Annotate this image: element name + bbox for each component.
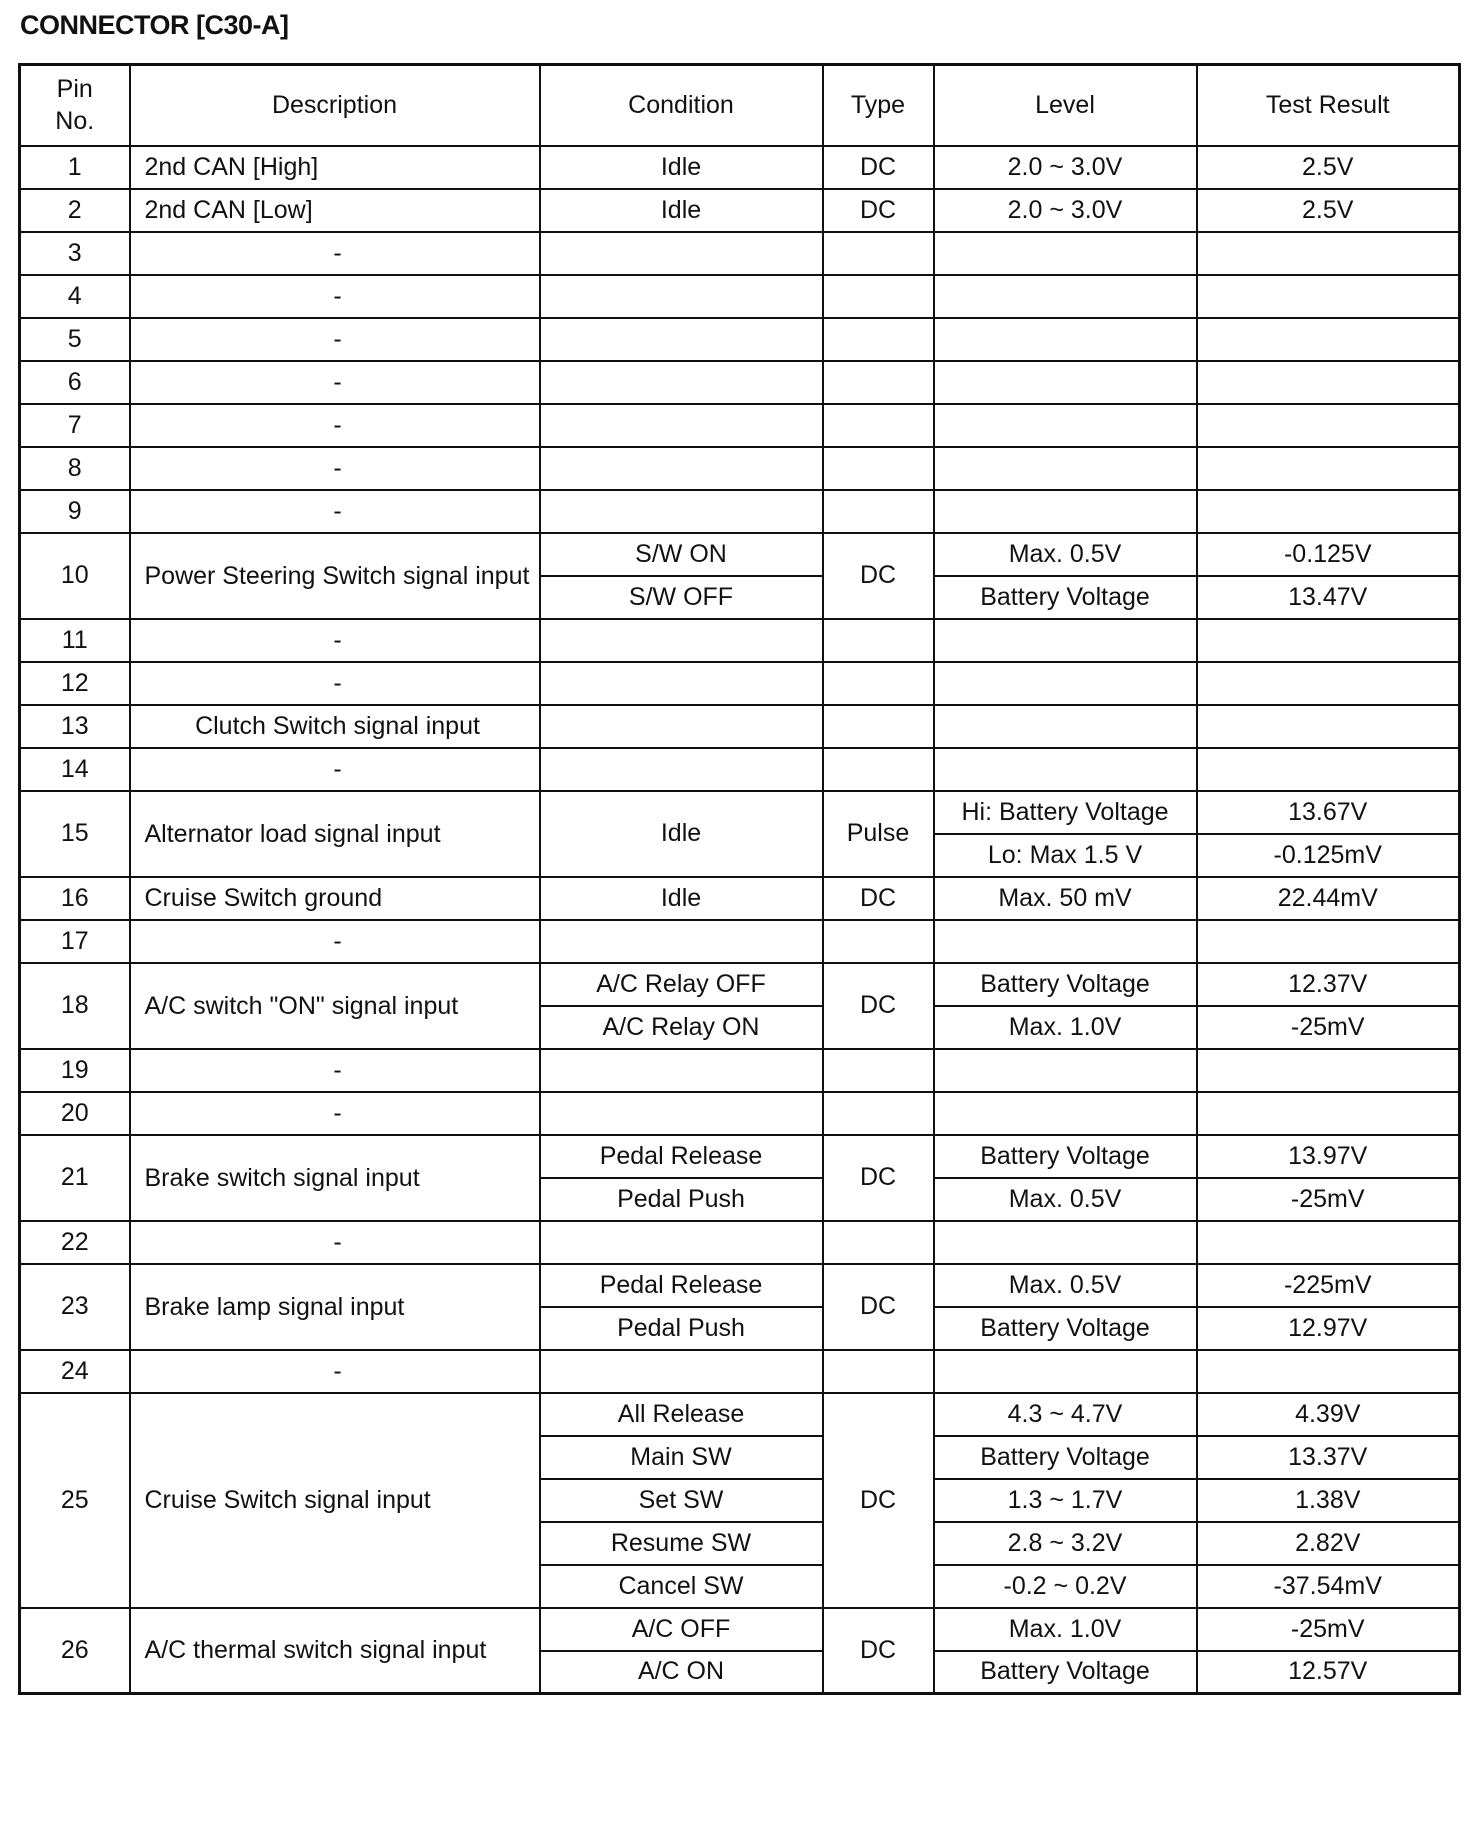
table-row xyxy=(20,1221,1460,1264)
condition-cell: Idle xyxy=(540,791,823,877)
signal-type: Pulse xyxy=(823,791,934,877)
test-result-cell: -0.125mV xyxy=(1197,834,1460,877)
pin-number: 10 xyxy=(20,533,130,619)
table-row xyxy=(20,275,1460,318)
test-result-cell: 13.67V xyxy=(1197,791,1460,834)
pin-description: - xyxy=(130,748,540,791)
pin-description: - xyxy=(130,404,540,447)
level-cell xyxy=(934,619,1197,662)
pin-description: - xyxy=(130,1092,540,1135)
condition-cell xyxy=(540,662,823,705)
test-result-cell xyxy=(1197,490,1460,533)
header-condition: Condition xyxy=(540,65,823,146)
pin-description: A/C switch "ON" signal input xyxy=(130,963,540,1049)
pin-description: - xyxy=(130,318,540,361)
pin-description: - xyxy=(130,1049,540,1092)
condition-cell xyxy=(540,490,823,533)
pin-description: - xyxy=(130,232,540,275)
page-title: CONNECTOR [C30-A] xyxy=(20,10,289,40)
connector-pin-table xyxy=(18,63,1461,1695)
table-row xyxy=(20,1135,1460,1178)
pin-number: 17 xyxy=(20,920,130,963)
test-result-cell xyxy=(1197,662,1460,705)
table-row xyxy=(20,318,1460,361)
level-cell xyxy=(934,232,1197,275)
test-result-cell: -37.54mV xyxy=(1197,1565,1460,1608)
pin-number: 19 xyxy=(20,1049,130,1092)
header-pin xyxy=(20,65,130,146)
test-result-cell xyxy=(1197,447,1460,490)
pin-description: 2nd CAN [Low] xyxy=(130,189,540,232)
test-result-cell: 4.39V xyxy=(1197,1393,1460,1436)
level-cell xyxy=(934,748,1197,791)
header-level: Level xyxy=(934,65,1197,146)
test-result-cell: -25mV xyxy=(1197,1006,1460,1049)
condition-cell: S/W OFF xyxy=(540,576,823,619)
level-cell: Hi: Battery Voltage xyxy=(934,791,1197,834)
condition-cell: Pedal Push xyxy=(540,1178,823,1221)
condition-cell xyxy=(540,619,823,662)
pin-description: 2nd CAN [High] xyxy=(130,146,540,189)
pin-number: 1 xyxy=(20,146,130,189)
pin-description: - xyxy=(130,490,540,533)
level-cell xyxy=(934,361,1197,404)
signal-type: DC xyxy=(823,1393,934,1608)
pin-description: Clutch Switch signal input xyxy=(130,705,540,748)
level-cell: 4.3 ~ 4.7V xyxy=(934,1393,1197,1436)
signal-type: DC xyxy=(823,1608,934,1694)
test-result-cell: -25mV xyxy=(1197,1608,1460,1651)
condition-cell: All Release xyxy=(540,1393,823,1436)
pin-description: Alternator load signal input xyxy=(130,791,540,877)
test-result-cell xyxy=(1197,1350,1460,1393)
table-body xyxy=(20,146,1460,1694)
test-result-cell xyxy=(1197,232,1460,275)
signal-type xyxy=(823,1092,934,1135)
level-cell: 1.3 ~ 1.7V xyxy=(934,1479,1197,1522)
table-row xyxy=(20,1049,1460,1092)
table-row xyxy=(20,920,1460,963)
signal-type xyxy=(823,748,934,791)
test-result-cell xyxy=(1197,748,1460,791)
test-result-cell xyxy=(1197,404,1460,447)
signal-type xyxy=(823,920,934,963)
pin-number: 5 xyxy=(20,318,130,361)
condition-cell xyxy=(540,447,823,490)
table-row xyxy=(20,1264,1460,1307)
test-result-cell: 2.5V xyxy=(1197,189,1460,232)
pin-number: 11 xyxy=(20,619,130,662)
table-row xyxy=(20,1608,1460,1651)
table-row xyxy=(20,490,1460,533)
condition-cell xyxy=(540,404,823,447)
level-cell xyxy=(934,705,1197,748)
condition-cell xyxy=(540,920,823,963)
pin-description: - xyxy=(130,662,540,705)
test-result-cell xyxy=(1197,1221,1460,1264)
signal-type xyxy=(823,1350,934,1393)
condition-cell xyxy=(540,1049,823,1092)
pin-description: - xyxy=(130,361,540,404)
condition-cell: A/C OFF xyxy=(540,1608,823,1651)
condition-cell xyxy=(540,1221,823,1264)
pin-number: 22 xyxy=(20,1221,130,1264)
condition-cell: Set SW xyxy=(540,1479,823,1522)
level-cell: Battery Voltage xyxy=(934,1307,1197,1350)
condition-cell: Idle xyxy=(540,877,823,920)
header-type: Type xyxy=(823,65,934,146)
level-cell xyxy=(934,1049,1197,1092)
signal-type: DC xyxy=(823,963,934,1049)
pin-number: 16 xyxy=(20,877,130,920)
pin-description: Brake switch signal input xyxy=(130,1135,540,1221)
table-row xyxy=(20,1393,1460,1436)
test-result-cell: 1.38V xyxy=(1197,1479,1460,1522)
pin-number: 24 xyxy=(20,1350,130,1393)
table-row xyxy=(20,189,1460,232)
condition-cell xyxy=(540,361,823,404)
condition-cell xyxy=(540,318,823,361)
signal-type xyxy=(823,404,934,447)
condition-cell: S/W ON xyxy=(540,533,823,576)
table-row xyxy=(20,1092,1460,1135)
level-cell xyxy=(934,275,1197,318)
pin-description: Cruise Switch ground xyxy=(130,877,540,920)
condition-cell: A/C Relay OFF xyxy=(540,963,823,1006)
pin-number: 8 xyxy=(20,447,130,490)
level-cell xyxy=(934,490,1197,533)
pin-number: 4 xyxy=(20,275,130,318)
pin-description: Brake lamp signal input xyxy=(130,1264,540,1350)
pin-number: 18 xyxy=(20,963,130,1049)
level-cell: Battery Voltage xyxy=(934,1651,1197,1694)
level-cell xyxy=(934,1092,1197,1135)
level-cell: Battery Voltage xyxy=(934,1436,1197,1479)
pin-number: 26 xyxy=(20,1608,130,1694)
signal-type xyxy=(823,275,934,318)
signal-type xyxy=(823,361,934,404)
signal-type: DC xyxy=(823,146,934,189)
level-cell xyxy=(934,1350,1197,1393)
pin-description: - xyxy=(130,1350,540,1393)
header-description: Description xyxy=(130,65,540,146)
table-row xyxy=(20,963,1460,1006)
pin-description: - xyxy=(130,920,540,963)
level-cell: Max. 50 mV xyxy=(934,877,1197,920)
test-result-cell: 13.47V xyxy=(1197,576,1460,619)
pin-description: Power Steering Switch signal input xyxy=(130,533,540,619)
signal-type: DC xyxy=(823,189,934,232)
condition-cell: A/C ON xyxy=(540,1651,823,1694)
signal-type xyxy=(823,318,934,361)
signal-type xyxy=(823,705,934,748)
test-result-cell: 13.97V xyxy=(1197,1135,1460,1178)
level-cell: Max. 1.0V xyxy=(934,1006,1197,1049)
pin-description: - xyxy=(130,1221,540,1264)
condition-cell: Cancel SW xyxy=(540,1565,823,1608)
pin-number: 20 xyxy=(20,1092,130,1135)
condition-cell: Idle xyxy=(540,146,823,189)
pin-number: 9 xyxy=(20,490,130,533)
header-row xyxy=(20,65,1460,146)
condition-cell: A/C Relay ON xyxy=(540,1006,823,1049)
table-row xyxy=(20,232,1460,275)
pin-number: 21 xyxy=(20,1135,130,1221)
signal-type: DC xyxy=(823,1135,934,1221)
level-cell xyxy=(934,662,1197,705)
condition-cell: Pedal Release xyxy=(540,1135,823,1178)
table-row xyxy=(20,447,1460,490)
pin-description: Cruise Switch signal input xyxy=(130,1393,540,1608)
signal-type xyxy=(823,619,934,662)
level-cell: Max. 1.0V xyxy=(934,1608,1197,1651)
condition-cell xyxy=(540,748,823,791)
signal-type: DC xyxy=(823,533,934,619)
table-row xyxy=(20,662,1460,705)
condition-cell xyxy=(540,705,823,748)
level-cell xyxy=(934,920,1197,963)
table-row xyxy=(20,361,1460,404)
level-cell: Max. 0.5V xyxy=(934,1264,1197,1307)
table-row xyxy=(20,404,1460,447)
table-row xyxy=(20,533,1460,576)
test-result-cell xyxy=(1197,1049,1460,1092)
test-result-cell: -25mV xyxy=(1197,1178,1460,1221)
condition-cell xyxy=(540,1092,823,1135)
test-result-cell: 13.37V xyxy=(1197,1436,1460,1479)
level-cell xyxy=(934,447,1197,490)
pin-number: 25 xyxy=(20,1393,130,1608)
signal-type: DC xyxy=(823,877,934,920)
test-result-cell xyxy=(1197,920,1460,963)
pin-description: - xyxy=(130,275,540,318)
signal-type xyxy=(823,232,934,275)
level-cell: -0.2 ~ 0.2V xyxy=(934,1565,1197,1608)
pin-number: 3 xyxy=(20,232,130,275)
level-cell xyxy=(934,404,1197,447)
test-result-cell xyxy=(1197,705,1460,748)
pin-number: 7 xyxy=(20,404,130,447)
pin-number: 13 xyxy=(20,705,130,748)
table-row xyxy=(20,705,1460,748)
test-result-cell xyxy=(1197,318,1460,361)
condition-cell: Pedal Release xyxy=(540,1264,823,1307)
header-test-result: Test Result xyxy=(1197,65,1460,146)
test-result-cell: 12.57V xyxy=(1197,1651,1460,1694)
test-result-cell: 2.5V xyxy=(1197,146,1460,189)
level-cell xyxy=(934,318,1197,361)
level-cell: Lo: Max 1.5 V xyxy=(934,834,1197,877)
level-cell: 2.8 ~ 3.2V xyxy=(934,1522,1197,1565)
table-row xyxy=(20,146,1460,189)
test-result-cell: 22.44mV xyxy=(1197,877,1460,920)
condition-cell xyxy=(540,232,823,275)
condition-cell: Main SW xyxy=(540,1436,823,1479)
test-result-cell: -225mV xyxy=(1197,1264,1460,1307)
condition-cell xyxy=(540,1350,823,1393)
condition-cell: Idle xyxy=(540,189,823,232)
condition-cell: Resume SW xyxy=(540,1522,823,1565)
pin-number: 15 xyxy=(20,791,130,877)
signal-type: DC xyxy=(823,1264,934,1350)
signal-type xyxy=(823,447,934,490)
level-cell: Battery Voltage xyxy=(934,1135,1197,1178)
pin-number: 6 xyxy=(20,361,130,404)
test-result-cell xyxy=(1197,619,1460,662)
pin-description: - xyxy=(130,619,540,662)
level-cell: Max. 0.5V xyxy=(934,1178,1197,1221)
pin-description: - xyxy=(130,447,540,490)
pin-number: 2 xyxy=(20,189,130,232)
level-cell: Battery Voltage xyxy=(934,963,1197,1006)
table-row xyxy=(20,748,1460,791)
test-result-cell xyxy=(1197,275,1460,318)
condition-cell xyxy=(540,275,823,318)
test-result-cell xyxy=(1197,361,1460,404)
test-result-cell: 12.97V xyxy=(1197,1307,1460,1350)
test-result-cell xyxy=(1197,1092,1460,1135)
table-row xyxy=(20,1350,1460,1393)
header-pin-label: Pin No. xyxy=(55,75,95,136)
table-row xyxy=(20,791,1460,834)
pin-number: 14 xyxy=(20,748,130,791)
test-result-cell: 2.82V xyxy=(1197,1522,1460,1565)
level-cell: Max. 0.5V xyxy=(934,533,1197,576)
table-row xyxy=(20,877,1460,920)
signal-type xyxy=(823,662,934,705)
pin-number: 12 xyxy=(20,662,130,705)
signal-type xyxy=(823,1049,934,1092)
level-cell: Battery Voltage xyxy=(934,576,1197,619)
test-result-cell: -0.125V xyxy=(1197,533,1460,576)
table-row xyxy=(20,619,1460,662)
test-result-cell: 12.37V xyxy=(1197,963,1460,1006)
level-cell: 2.0 ~ 3.0V xyxy=(934,146,1197,189)
level-cell xyxy=(934,1221,1197,1264)
signal-type xyxy=(823,490,934,533)
pin-number: 23 xyxy=(20,1264,130,1350)
signal-type xyxy=(823,1221,934,1264)
condition-cell: Pedal Push xyxy=(540,1307,823,1350)
level-cell: 2.0 ~ 3.0V xyxy=(934,189,1197,232)
pin-description: A/C thermal switch signal input xyxy=(130,1608,540,1694)
